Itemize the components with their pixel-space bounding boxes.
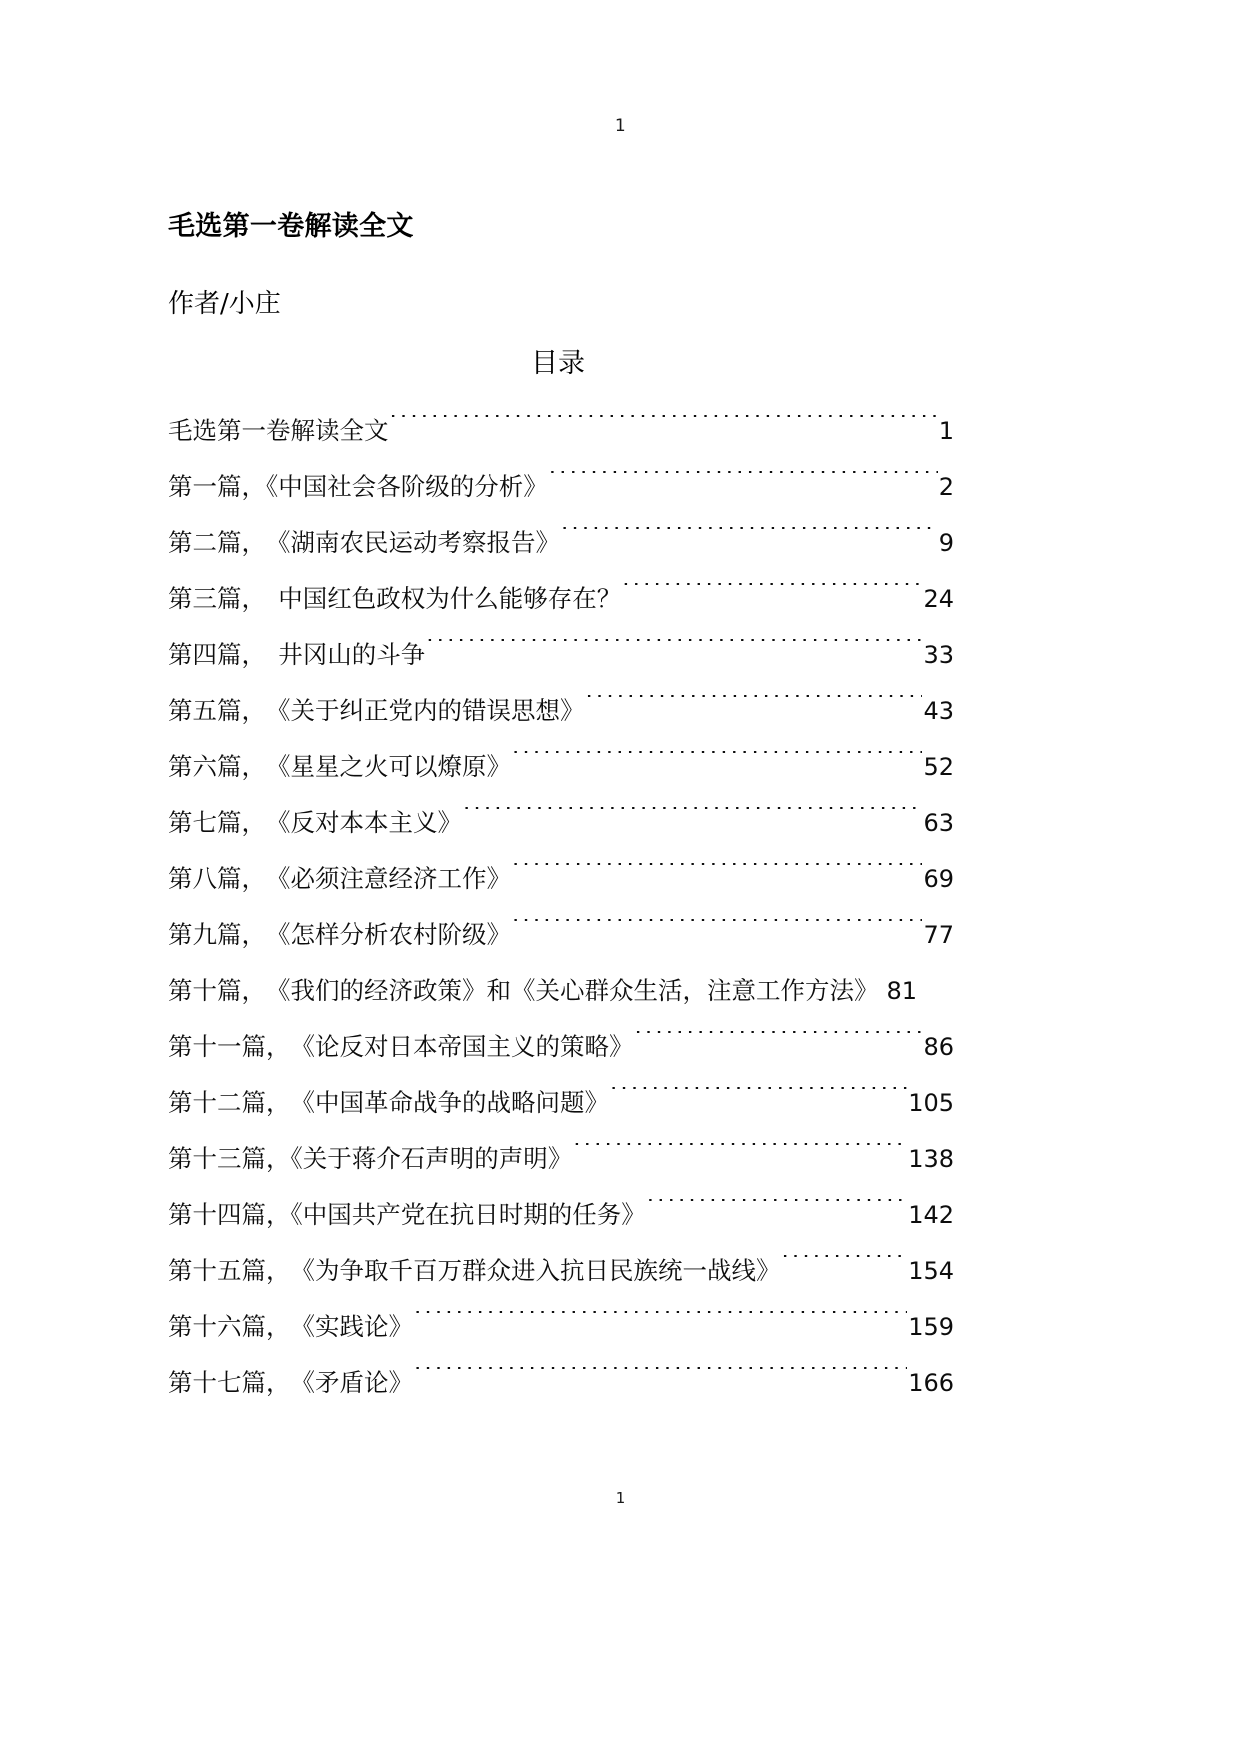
toc-entry-page-number: 2	[938, 473, 954, 501]
toc-entry[interactable]	[168, 795, 954, 851]
toc-entry-label: 第十三篇，《关于蒋介石声明的声明》	[168, 1144, 573, 1173]
toc-dot-leader	[549, 471, 938, 496]
toc-entry-label: 毛选第一卷解读全文	[168, 416, 389, 445]
toc-entry-page-number: 33	[923, 641, 954, 669]
toc-dot-leader	[390, 415, 938, 440]
toc-entry[interactable]	[168, 515, 954, 571]
toc-dot-leader	[610, 1087, 907, 1112]
toc-dot-leader	[635, 1031, 923, 1056]
toc-entry-page-number: 9	[938, 529, 954, 557]
toc-dot-leader	[512, 863, 922, 888]
toc-entry-page-number: 69	[923, 865, 954, 893]
toc-entry[interactable]	[168, 1075, 954, 1131]
toc-entry-label: 第十二篇， 《中国革命战争的战略问题》	[168, 1088, 609, 1117]
toc-entry-page-number: 86	[923, 1033, 954, 1061]
toc-heading: 目录	[531, 348, 585, 379]
toc-dot-leader	[512, 919, 922, 944]
toc-entry[interactable]	[168, 907, 954, 963]
toc-entry-page-number: 52	[923, 753, 954, 781]
toc-entry-page-number: 142	[908, 1201, 954, 1229]
toc-entry-label: 第五篇， 《关于纠正党内的错误思想》	[168, 696, 585, 725]
toc-entry[interactable]	[168, 683, 954, 739]
toc-dot-leader	[414, 1311, 907, 1336]
toc-entry-page-number: 105	[908, 1089, 954, 1117]
toc-dot-leader	[426, 639, 922, 664]
toc-entry-label: 第十六篇， 《实践论》	[168, 1312, 413, 1341]
toc-entry[interactable]	[168, 1131, 954, 1187]
toc-entry-label: 第三篇， 中国红色政权为什么能够存在？	[168, 584, 622, 613]
toc-entry-page-number: 166	[908, 1369, 954, 1397]
toc-entry-page-number: 24	[923, 585, 954, 613]
toc-entry[interactable]	[168, 1355, 954, 1411]
toc-entry-label: 第六篇， 《星星之火可以燎原》	[168, 752, 511, 781]
toc-dot-leader	[512, 751, 922, 776]
toc-entry[interactable]	[168, 851, 954, 907]
toc-entry-page-number: 154	[908, 1257, 954, 1285]
toc-dot-leader	[622, 583, 922, 608]
toc-entry-label: 第七篇， 《反对本本主义》	[168, 808, 462, 837]
toc-entry[interactable]	[168, 1187, 954, 1243]
toc-entry[interactable]	[168, 403, 954, 459]
toc-entry-label: 第一篇，《中国社会各阶级的分析》	[168, 472, 548, 501]
toc-entry-page-number: 1	[938, 417, 954, 445]
toc-entry-label: 第八篇， 《必须注意经济工作》	[168, 864, 511, 893]
toc-entry-page-number: 159	[908, 1313, 954, 1341]
toc-entry[interactable]	[168, 1299, 954, 1355]
footer-page-number: 1	[615, 1489, 626, 1507]
toc-entry-page-number: 63	[923, 809, 954, 837]
page-title: 毛选第一卷解读全文	[168, 211, 414, 243]
toc-entry-label: 第十一篇， 《论反对日本帝国主义的策略》	[168, 1032, 634, 1061]
toc-dot-leader	[573, 1143, 907, 1168]
toc-dot-leader	[414, 1367, 907, 1392]
toc-entry-label: 第十篇， 《我们的经济政策》和《关心群众生活，注意工作方法》	[168, 976, 879, 1005]
toc-entry[interactable]	[168, 739, 954, 795]
toc-entry-label: 第十四篇，《中国共产党在抗日时期的任务》	[168, 1200, 646, 1229]
toc-entry[interactable]	[168, 571, 954, 627]
toc-dot-leader	[782, 1255, 908, 1280]
toc-entry-page-number: 43	[923, 697, 954, 725]
header-page-number: 1	[614, 116, 627, 136]
toc-dot-leader	[561, 527, 938, 552]
toc-dot-leader	[463, 807, 922, 832]
toc-entry[interactable]	[168, 1243, 954, 1299]
toc-entry[interactable]	[168, 963, 954, 1019]
toc-entry-label: 第十五篇， 《为争取千百万群众进入抗日民族统一战线》	[168, 1256, 781, 1285]
table-of-contents	[168, 403, 954, 1411]
toc-entry-page-number: 77	[923, 921, 954, 949]
toc-entry-page-number: 81	[886, 977, 918, 1005]
toc-entry-label: 第四篇， 井冈山的斗争	[168, 640, 426, 669]
toc-dot-leader	[647, 1199, 907, 1224]
toc-entry[interactable]	[168, 1019, 954, 1075]
toc-dot-leader	[586, 695, 923, 720]
toc-entry-label: 第九篇， 《怎样分析农村阶级》	[168, 920, 511, 949]
toc-entry-label: 第二篇， 《湖南农民运动考察报告》	[168, 528, 560, 557]
toc-entry-label: 第十七篇， 《矛盾论》	[168, 1368, 413, 1397]
toc-entry[interactable]	[168, 627, 954, 683]
toc-entry[interactable]	[168, 459, 954, 515]
toc-entry-page-number: 138	[908, 1145, 954, 1173]
author-line: 作者/小庄	[168, 289, 281, 319]
